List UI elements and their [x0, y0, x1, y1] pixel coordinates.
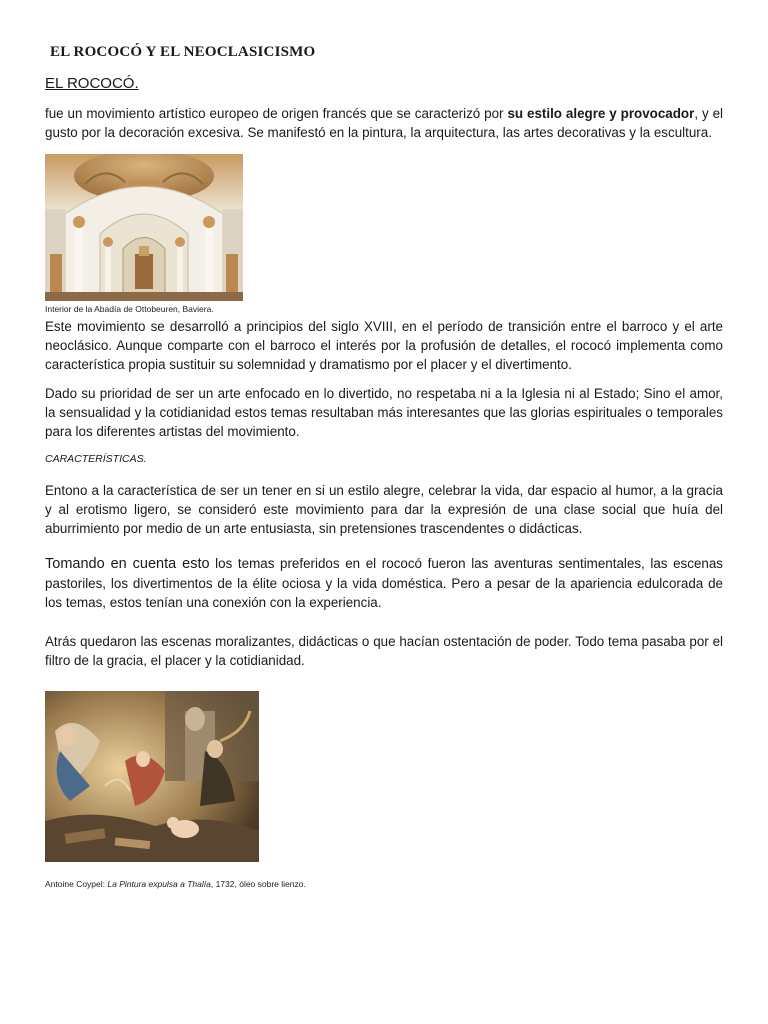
characteristics-label: CARACTERÍSTICAS. [45, 453, 147, 465]
paragraph-4-lead: Tomando en cuenta esto [45, 556, 210, 572]
figure2-caption-title: La Pintura expulsa a Thalía [107, 879, 211, 889]
paragraph-1: Este movimiento se desarrolló a principios del siglo XVIII, en el período de transición entre el barroco y el arte neoclásico. Aunque comparte con el barroco el interés por la profusión de detalles, el rococó implementa como característica propia sustituir su solemnidad y dramatismo por el placer y el divertimento. [45, 319, 723, 372]
paragraph-4-rest: los temas preferidos en el rococó fueron las aventuras sentimentales, las escenas pastoriles, los divertimentos de la élite ociosa y la vida doméstica. Pero a pesar de la apariencia edulcorada de los temas, estos tenían una conexión con la experiencia. [45, 556, 723, 610]
figure1-caption: Interior de la Abadía de Ottobeuren, Baviera. [45, 304, 214, 314]
intro-bold-text: su estilo alegre y provocador [507, 106, 695, 121]
intro-text-end: , y el gusto por la decoración excesiva. Se manifestó en la pintura, la arquitectura, las artes decorativas y la escultura. [45, 106, 724, 140]
intro-paragraph [45, 104, 723, 142]
paragraph-5: Atrás quedaron las escenas moralizantes, didácticas o que hacían ostentación de poder. Todo tema pasaba por el filtro de la gracia, el placer y la cotidianidad. [45, 634, 723, 668]
document-title: EL ROCOCÓ Y EL NEOCLASICISMO [50, 44, 316, 60]
section-title: EL ROCOCÓ. [45, 75, 139, 92]
coypel-painting-image [45, 691, 259, 862]
paragraph-3: Entono a la característica de ser un tener en si un estilo alegre, celebrar la vida, dar espacio al humor, a la gracia y al erotismo ligero, se consideró este movimiento para dar la expresión de una clase social que huía del aburrimiento por medio de un arte entusiasta, sin pretensiones trascendentes o didácticas. [45, 483, 723, 536]
figure2-caption-author: Antoine Coypel: [45, 879, 108, 889]
intro-text-start: fue un movimiento artístico europeo de origen francés que se caracterizó por [45, 106, 508, 121]
paragraph-4 [45, 554, 723, 612]
figure2-caption-rest: , 1732, óleo sobre lienzo. [210, 879, 306, 889]
figure2-caption [45, 879, 306, 889]
abbey-interior-image [45, 154, 243, 301]
paragraph-2: Dado su prioridad de ser un arte enfocado en lo divertido, no respetaba ni a la Iglesia ni al Estado; Sino el amor, la sensualidad y la cotidianidad estos temas resultaban más interesantes que las glorias espirituales o temporales para los diferentes artistas del movimiento. [45, 386, 723, 439]
